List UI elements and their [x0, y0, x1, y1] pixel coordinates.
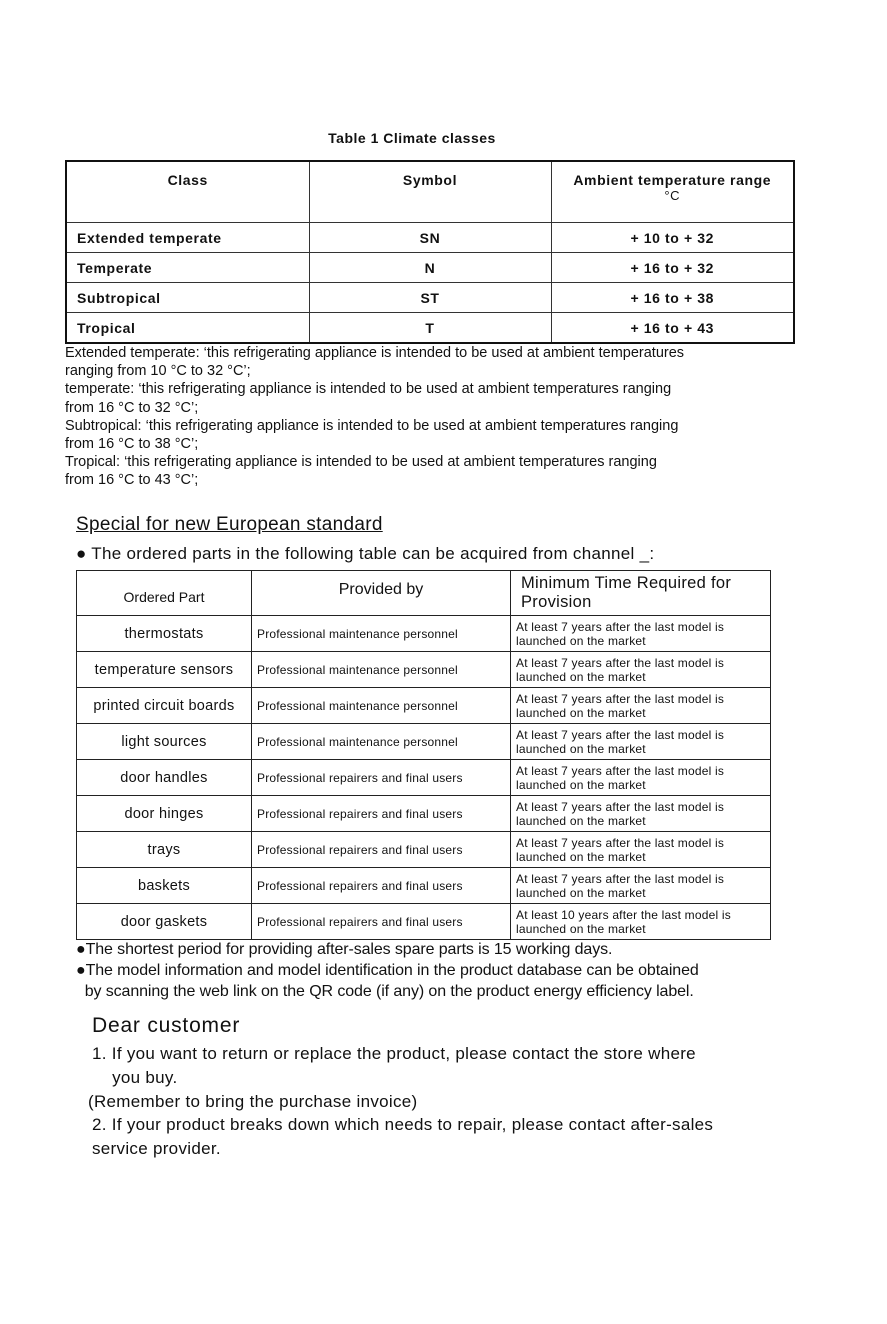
table-row	[66, 253, 794, 283]
part-name: printed circuit boards	[77, 688, 252, 724]
table1-title: Table 1 Climate classes	[328, 130, 496, 146]
part-time	[511, 904, 771, 940]
return-instruction: 1. If you want to return or replace the product, please contact the store where	[92, 1044, 696, 1063]
table-row	[77, 832, 771, 868]
class-symbol: ST	[309, 283, 551, 313]
table-row	[66, 313, 794, 344]
header-symbol: Symbol	[309, 161, 551, 223]
part-provider: Professional maintenance personnel	[252, 652, 511, 688]
part-provider: Professional maintenance personnel	[252, 724, 511, 760]
part-time	[511, 796, 771, 832]
part-time	[511, 760, 771, 796]
header-ordered-part: Ordered Part	[77, 571, 252, 616]
header-range-label: Ambient temperature range	[573, 172, 772, 188]
climate-classes-table	[65, 160, 795, 344]
part-provider: Professional repairers and final users	[252, 832, 511, 868]
class-range: + 16 to + 43	[551, 313, 794, 344]
part-time	[511, 832, 771, 868]
note-line: Extended temperate: ‘this refrigerating appliance is intended to be used at ambient temperatures	[65, 345, 685, 361]
part-time	[511, 724, 771, 760]
part-time	[511, 616, 771, 652]
note-line: from 16 °C to 38 °C’;	[65, 436, 199, 453]
part-time	[511, 652, 771, 688]
part-name: door hinges	[77, 796, 252, 832]
time-line-2: launched on the market	[516, 705, 646, 720]
climate-header-row	[66, 161, 794, 223]
time-line-2: launched on the market	[516, 669, 646, 684]
part-name: door gaskets	[77, 904, 252, 940]
note-line: Tropical: ‘this refrigerating appliance is intended to be used at ambient temperatures ranging	[65, 454, 657, 471]
part-name: light sources	[77, 724, 252, 760]
class-name: Temperate	[66, 253, 309, 283]
header-class: Class	[66, 161, 309, 223]
model-info-note: ●The model information and model identification in the product database can be obtained	[76, 962, 699, 979]
part-name: temperature sensors	[77, 652, 252, 688]
note-line: from 16 °C to 32 °C’;	[65, 399, 199, 416]
class-symbol: N	[309, 253, 551, 283]
time-line-1: At least 7 years after the last model is	[516, 691, 725, 706]
class-range: + 16 to + 32	[551, 253, 794, 283]
parts-header-row	[77, 571, 771, 616]
header-provided-by: Provided by	[252, 571, 511, 616]
class-symbol: SN	[309, 223, 551, 253]
part-name: door handles	[77, 760, 252, 796]
special-standard-heading: Special for new European standard	[76, 514, 383, 535]
table-row	[77, 904, 771, 940]
class-range: + 10 to + 32	[551, 223, 794, 253]
time-line-2: launched on the market	[516, 777, 646, 792]
table-row	[77, 796, 771, 832]
time-line-2: launched on the market	[516, 849, 646, 864]
spare-parts-period-note: ●The shortest period for providing after-sales spare parts is 15 working days.	[76, 941, 613, 958]
dear-customer-heading: Dear customer	[92, 1014, 241, 1037]
part-name: trays	[77, 832, 252, 868]
header-minimum-time: Minimum Time Required for Provision	[511, 571, 771, 616]
channel-line: ● The ordered parts in the following table can be acquired from channel _:	[76, 544, 655, 563]
part-provider: Professional maintenance personnel	[252, 688, 511, 724]
class-symbol: T	[309, 313, 551, 344]
table-row	[77, 652, 771, 688]
class-range: + 16 to + 38	[551, 283, 794, 313]
note-line: temperate: ‘this refrigerating appliance is intended to be used at ambient temperatures ranging	[65, 381, 672, 398]
repair-instruction-continued: service provider.	[92, 1139, 221, 1158]
time-line-2: launched on the market	[516, 741, 646, 756]
class-name: Extended temperate	[66, 223, 309, 253]
table-row	[77, 724, 771, 760]
time-line-2: launched on the market	[516, 885, 646, 900]
class-name: Subtropical	[66, 283, 309, 313]
part-provider: Professional repairers and final users	[252, 760, 511, 796]
table-row	[77, 688, 771, 724]
note-line: Subtropical: ‘this refrigerating appliance is intended to be used at ambient temperatures ranging	[65, 417, 679, 434]
part-time	[511, 688, 771, 724]
time-line-1: At least 7 years after the last model is	[516, 655, 725, 670]
header-range-unit: °C	[664, 188, 681, 203]
table-row	[77, 760, 771, 796]
invoice-reminder: (Remember to bring the purchase invoice)	[88, 1092, 418, 1111]
climate-notes	[65, 344, 805, 490]
header-range	[551, 161, 794, 223]
time-line-1: At least 7 years after the last model is	[516, 727, 725, 742]
time-line-1: At least 7 years after the last model is	[516, 763, 725, 778]
time-line-2: launched on the market	[516, 813, 646, 828]
repair-instruction: 2. If your product breaks down which needs to repair, please contact after-sales	[92, 1115, 714, 1134]
table-row	[77, 616, 771, 652]
return-instruction-continued: you buy.	[92, 1068, 178, 1087]
time-line-1: At least 10 years after the last model is	[516, 907, 731, 922]
time-line-1: At least 7 years after the last model is	[516, 799, 725, 814]
part-provider: Professional repairers and final users	[252, 904, 511, 940]
model-info-note-continued: by scanning the web link on the QR code (if any) on the product energy efficiency label.	[76, 983, 694, 1000]
part-name: baskets	[77, 868, 252, 904]
ordered-parts-table	[76, 570, 771, 940]
part-provider: Professional repairers and final users	[252, 796, 511, 832]
part-provider: Professional maintenance personnel	[252, 616, 511, 652]
table-row	[66, 283, 794, 313]
part-time	[511, 868, 771, 904]
time-line-1: At least 7 years after the last model is	[516, 835, 725, 850]
part-provider: Professional repairers and final users	[252, 868, 511, 904]
class-name: Tropical	[66, 313, 309, 344]
time-line-2: launched on the market	[516, 921, 646, 936]
part-name: thermostats	[77, 616, 252, 652]
time-line-1: At least 7 years after the last model is	[516, 619, 725, 634]
note-line: from 16 °C to 43 °C’;	[65, 472, 199, 489]
time-line-2: launched on the market	[516, 633, 646, 648]
note-line: ranging from 10 °C to 32 °C’;	[65, 363, 251, 380]
table-row	[66, 223, 794, 253]
time-line-1: At least 7 years after the last model is	[516, 871, 725, 886]
table-row	[77, 868, 771, 904]
